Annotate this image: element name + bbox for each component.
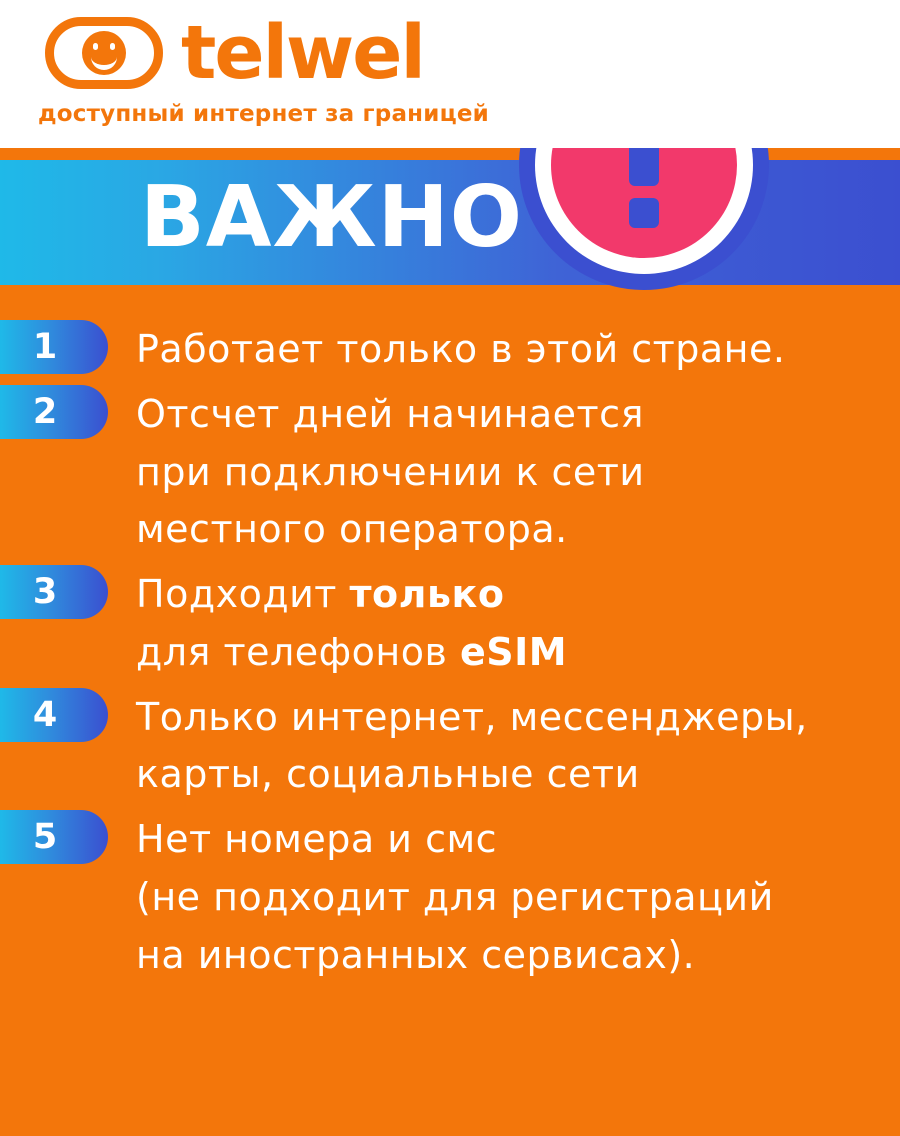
list-item <box>0 810 900 984</box>
item-line: местного оператора. <box>136 507 568 552</box>
list-item <box>0 385 900 559</box>
item-number-badge: 1 <box>0 320 108 374</box>
brand-name: telwel <box>181 10 424 96</box>
brand-tagline: доступный интернет за границей <box>38 101 489 127</box>
item-line-text: Подходит <box>136 572 350 616</box>
item-text <box>136 810 900 984</box>
item-number-badge: 2 <box>0 385 108 439</box>
item-line-text: для телефонов <box>136 629 460 674</box>
item-line: карты, социальные сети <box>136 752 640 797</box>
item-text <box>136 565 900 682</box>
list-item <box>0 565 900 682</box>
item-line: (не подходит для регистраций <box>136 874 774 919</box>
exclamation-dot <box>629 198 659 228</box>
item-number-badge: 4 <box>0 688 108 742</box>
item-line: Нет номера и смс <box>136 817 498 861</box>
logo-row <box>45 10 424 96</box>
item-line-emphasis: eSIM <box>460 629 568 674</box>
item-line: на иностранных сервисах). <box>136 932 696 977</box>
brand-header <box>0 0 900 148</box>
item-text <box>136 688 900 805</box>
item-line: Только интернет, мессенджеры, <box>136 694 808 739</box>
item-line <box>136 566 900 624</box>
smiley-face-icon <box>82 31 126 75</box>
banner-title: ВАЖНО <box>140 168 524 267</box>
item-line: Отсчет дней начинается <box>136 391 644 436</box>
item-line <box>136 624 900 682</box>
important-notes-list <box>0 320 900 990</box>
item-number-badge: 5 <box>0 810 108 864</box>
item-line-emphasis: только <box>349 572 505 616</box>
telwel-smiley-logo-icon <box>45 17 163 89</box>
list-item <box>0 320 900 379</box>
item-text <box>136 385 900 559</box>
item-number-badge: 3 <box>0 565 108 619</box>
item-text <box>136 320 900 379</box>
smile-mouth-icon <box>91 51 117 70</box>
item-line: при подключении к сети <box>136 449 645 494</box>
item-line: Работает только в этой стране. <box>136 327 786 371</box>
list-item <box>0 688 900 805</box>
